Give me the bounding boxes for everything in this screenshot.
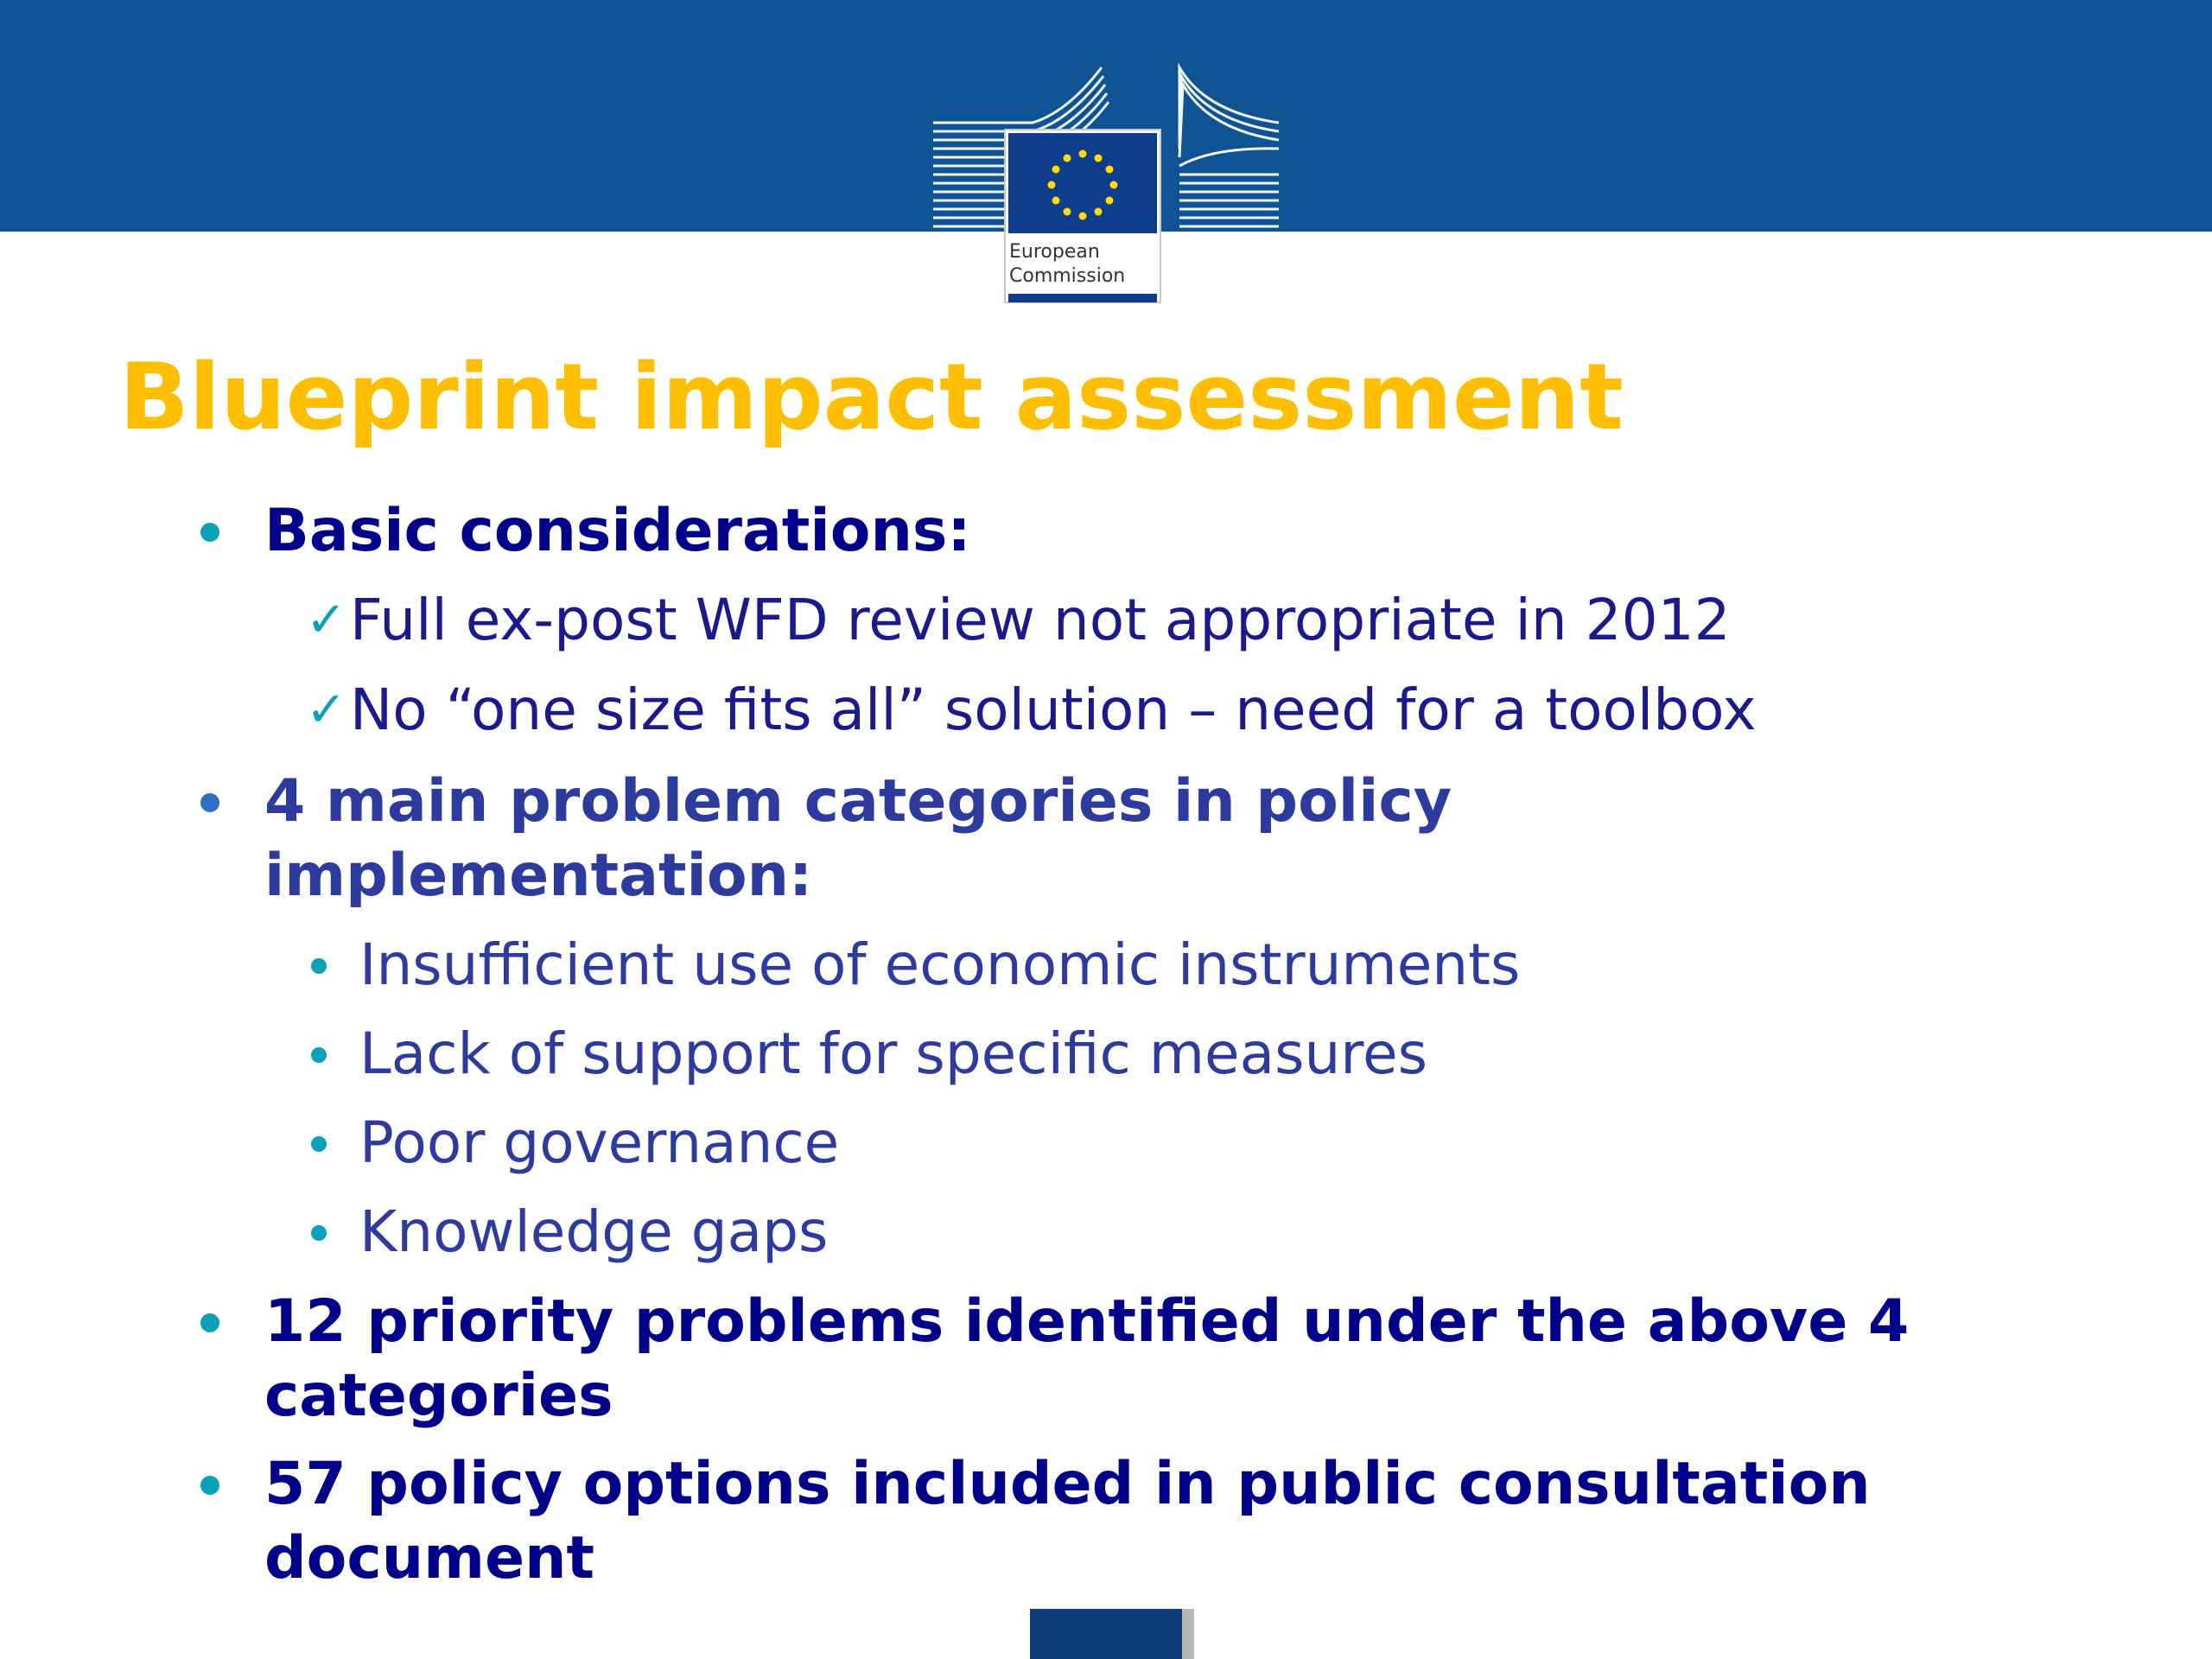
- sub-item: [311, 922, 1520, 1008]
- bullet-options: [200, 1447, 1871, 1596]
- sub-item: [311, 1189, 828, 1275]
- bullet-options-line-1: 57 policy options included in public consultation: [264, 1450, 1871, 1518]
- logo-text: [1009, 240, 1147, 289]
- bullet-priority-text: [264, 1285, 1909, 1433]
- bullet-basic-text: Basic considerations:: [264, 497, 971, 565]
- bullet-categories-line-1: 4 main problem categories in policy: [264, 767, 1452, 836]
- sub-item: [311, 1100, 839, 1186]
- bullet-dot-icon: [311, 1225, 327, 1241]
- check-item-text: Full ex-post WFD review not appropriate in 2012: [349, 587, 1731, 653]
- check-item-text: No “one size fits all” solution – need for a toolbox: [349, 677, 1757, 743]
- bullet-priority-line-2: categories: [264, 1362, 613, 1430]
- checkmark-icon: ✓: [306, 592, 346, 648]
- bullet-categories-text: [264, 765, 1452, 913]
- check-item: [306, 667, 1757, 753]
- bullet-options-line-2: document: [264, 1524, 595, 1592]
- bullet-categories-line-2: implementation:: [264, 842, 813, 910]
- slide-title: Blueprint impact assessment: [119, 344, 1624, 450]
- bullet-options-text: [264, 1447, 1871, 1596]
- bullet-dot-icon: [311, 958, 327, 974]
- bullet-dot-icon: [200, 793, 219, 812]
- logo-line-1: European: [1009, 241, 1100, 263]
- footer-tab: [1030, 1609, 1182, 1659]
- bullet-dot-icon: [200, 523, 219, 542]
- sub-item-text: Insufficient use of economic instruments: [359, 931, 1521, 998]
- checkmark-icon: ✓: [306, 682, 346, 738]
- bullet-dot-icon: [311, 1136, 327, 1152]
- bullet-categories: [200, 765, 1452, 913]
- sub-item-text: Knowledge gaps: [359, 1198, 829, 1265]
- bullet-dot-icon: [200, 1476, 219, 1495]
- check-item: [306, 577, 1731, 664]
- bullet-dot-icon: [200, 1313, 219, 1332]
- sub-item-text: Lack of support for specific measures: [359, 1020, 1427, 1087]
- sub-item-text: Poor governance: [359, 1109, 840, 1176]
- bullet-dot-icon: [311, 1047, 327, 1063]
- sub-item: [311, 1011, 1427, 1097]
- bullet-priority: [200, 1285, 1909, 1433]
- logo-line-2: Commission: [1009, 265, 1126, 287]
- bullet-priority-line-1: 12 priority problems identified under the above 4: [264, 1287, 1910, 1356]
- bullet-basic: [200, 494, 971, 569]
